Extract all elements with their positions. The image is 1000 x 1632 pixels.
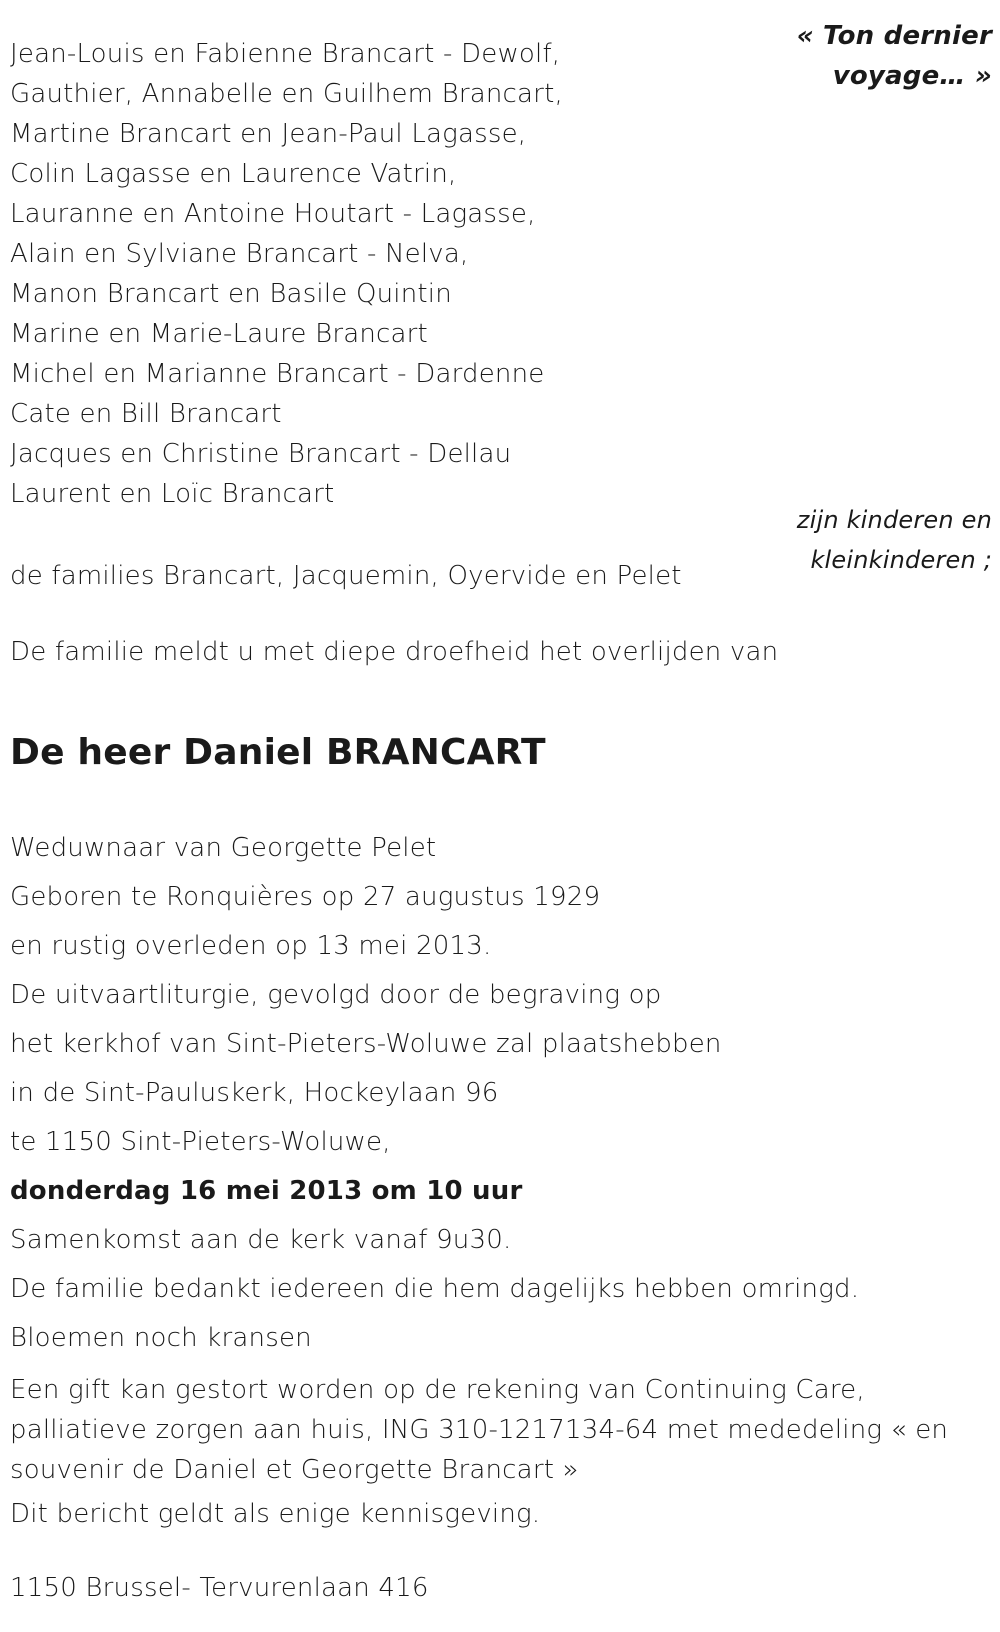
family-member-line: Cate en Bill Brancart bbox=[10, 399, 282, 429]
kin-label bbox=[797, 500, 992, 580]
family-member-line: Jean-Louis en Fabienne Brancart - Dewolf, bbox=[10, 39, 561, 69]
family-member-line: Jacques en Christine Brancart - Dellau bbox=[10, 439, 512, 469]
donation-line-3: souvenir de Daniel et Georgette Brancart » bbox=[10, 1455, 579, 1485]
address-text: 1150 Brussel- Tervurenlaan 416 bbox=[10, 1573, 429, 1603]
detail-line: te 1150 Sint-Pieters-Woluwe, bbox=[10, 1127, 391, 1157]
family-member-line: Michel en Marianne Brancart - Dardenne bbox=[10, 359, 545, 389]
detail-line: in de Sint-Pauluskerk, Hockeylaan 96 bbox=[10, 1078, 499, 1108]
deceased-name: De heer Daniel BRANCART bbox=[10, 732, 546, 773]
families-line: de families Brancart, Jacquemin, Oyervide en Pelet bbox=[10, 561, 682, 591]
quote-line-1: « Ton dernier bbox=[796, 21, 992, 51]
detail-line: De uitvaartliturgie, gevolgd door de begraving op bbox=[10, 980, 662, 1010]
obituary-details bbox=[10, 824, 859, 1363]
epigraph-quote bbox=[797, 16, 992, 96]
family-member-line: Manon Brancart en Basile Quintin bbox=[10, 279, 452, 309]
family-member-line: Martine Brancart en Jean-Paul Lagasse, bbox=[10, 119, 527, 149]
donation-line-1: Een gift kan gestort worden op de rekening van Continuing Care, bbox=[10, 1375, 865, 1405]
quote-line-2: voyage… » bbox=[832, 61, 992, 91]
family-member-line: Marine en Marie-Laure Brancart bbox=[10, 319, 428, 349]
detail-line: Weduwnaar van Georgette Pelet bbox=[10, 833, 437, 863]
family-members-list bbox=[10, 34, 563, 514]
kin-label-line-2: kleinkinderen ; bbox=[810, 546, 992, 574]
family-member-line: Alain en Sylviane Brancart - Nelva, bbox=[10, 239, 469, 269]
family-member-line: Laurent en Loïc Brancart bbox=[10, 479, 335, 509]
detail-line: Geboren te Ronquières op 27 augustus 1929 bbox=[10, 882, 601, 912]
family-member-line: Gauthier, Annabelle en Guilhem Brancart, bbox=[10, 79, 563, 109]
donation-line-2: palliatieve zorgen aan huis, ING 310-1217134-64 met mededeling « en bbox=[10, 1415, 949, 1445]
detail-line: donderdag 16 mei 2013 om 10 uur bbox=[10, 1176, 523, 1206]
detail-line: Bloemen noch kransen bbox=[10, 1323, 312, 1353]
detail-line: De familie bedankt iedereen die hem dagelijks hebben omringd. bbox=[10, 1274, 860, 1304]
kin-label-line-1: zijn kinderen en bbox=[796, 506, 992, 534]
detail-line: Samenkomst aan de kerk vanaf 9u30. bbox=[10, 1225, 512, 1255]
detail-line: het kerkhof van Sint-Pieters-Woluwe zal plaatshebben bbox=[10, 1029, 722, 1059]
family-member-line: Colin Lagasse en Laurence Vatrin, bbox=[10, 159, 457, 189]
notice-text: Dit bericht geldt als enige kennisgeving. bbox=[10, 1499, 541, 1529]
donation-notice bbox=[10, 1370, 948, 1490]
announcement-text: De familie meldt u met diepe droefheid het overlijden van bbox=[10, 637, 779, 667]
family-member-line: Lauranne en Antoine Houtart - Lagasse, bbox=[10, 199, 536, 229]
detail-line: en rustig overleden op 13 mei 2013. bbox=[10, 931, 492, 961]
